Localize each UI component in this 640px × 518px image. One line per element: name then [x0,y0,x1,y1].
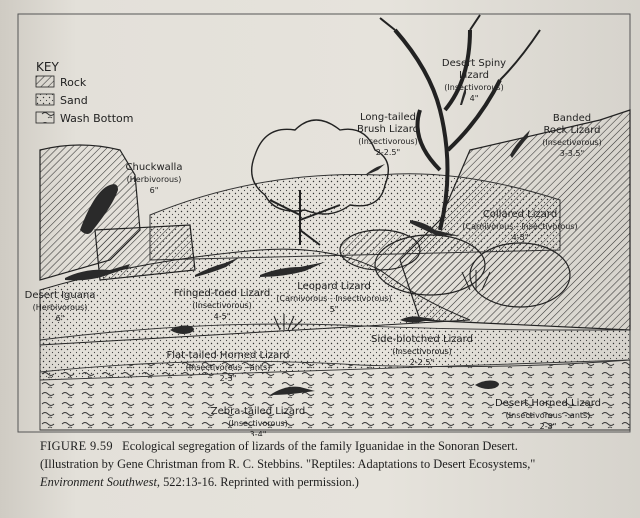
svg-text:(Insectivorous - ants): (Insectivorous - ants) [185,363,271,372]
figure-number: FIGURE 9.59 [40,439,113,453]
brush-lizard [365,164,385,175]
key-rock-swatch [36,76,54,87]
svg-text:3-4": 3-4" [249,430,267,436]
key-sand-label: Sand [60,94,88,107]
caption-line-2: (Illustration by Gene Christman from R. C. Stebbins. "Reptiles: Adaptations to Desert Ecosystems," [40,457,536,471]
svg-text:Side-blotched Lizard: Side-blotched Lizard [371,334,473,345]
svg-text:Rock Lizard: Rock Lizard [543,125,601,136]
svg-text:2-2.5": 2-2.5" [409,358,435,367]
svg-text:(Insectivorous): (Insectivorous) [392,347,452,356]
svg-text:(Insectivorous - ants): (Insectivorous - ants) [505,411,591,420]
round-boulder-2 [470,243,570,307]
svg-text:(Insectivorous): (Insectivorous) [192,301,252,310]
svg-text:6": 6" [55,314,65,323]
svg-text:2-3": 2-3" [219,374,237,383]
svg-text:Long-tailed: Long-tailed [360,112,416,123]
svg-text:(Insectivorous): (Insectivorous) [228,419,288,428]
svg-text:6": 6" [149,186,159,195]
svg-text:(Herbivorous): (Herbivorous) [32,303,88,312]
svg-text:2-3": 2-3" [539,422,557,431]
svg-text:(Carnivorous - Insectivorous): (Carnivorous - Insectivorous) [276,294,392,303]
caption-line-1: Ecological segregation of lizards of the family Iguanidae in the Sonoran Desert. [122,439,518,453]
svg-text:Brush Lizard: Brush Lizard [356,124,420,135]
key-rock-label: Rock [60,76,87,89]
svg-text:Chuckwalla: Chuckwalla [125,162,183,173]
svg-text:Zebra-tailed Lizard: Zebra-tailed Lizard [210,406,306,417]
key-wash-swatch [36,112,54,123]
label-desert-spiny [442,58,506,103]
svg-text:Desert Iguana: Desert Iguana [24,290,96,301]
label-long-tailed-brush [357,112,419,157]
caption-line-3: , 522:13-16. Reprinted with permission.) [156,475,359,489]
figure-caption [40,437,636,491]
svg-text:Desert Spiny: Desert Spiny [441,58,507,69]
svg-text:(Carnivorous - Insectivorous): (Carnivorous - Insectivorous) [462,222,578,231]
svg-text:(Insectivorous): (Insectivorous) [358,137,418,146]
key-wash-label: Wash Bottom [60,112,134,125]
svg-text:Flat-tailed Horned Lizard: Flat-tailed Horned Lizard [166,350,290,361]
caption-journal: Environment Southwest [40,475,157,489]
key-legend [36,60,133,125]
svg-text:(Insectivorous): (Insectivorous) [444,83,504,92]
key-title: KEY [36,60,59,74]
svg-text:Desert Horned Lizard: Desert Horned Lizard [494,398,602,409]
svg-text:4-5": 4-5" [511,233,529,242]
svg-text:3-3.5": 3-3.5" [559,149,585,158]
svg-text:(Herbivorous): (Herbivorous) [126,175,182,184]
svg-text:4": 4" [469,94,479,103]
svg-text:(Insectivorous): (Insectivorous) [542,138,602,147]
svg-text:Fringed-toed Lizard: Fringed-toed Lizard [173,288,271,299]
svg-text:2-2.5": 2-2.5" [375,148,401,157]
svg-text:Banded: Banded [552,113,592,124]
svg-text:4-5": 4-5" [213,312,231,321]
svg-text:Leopard Lizard: Leopard Lizard [297,281,371,292]
svg-text:Collared Lizard: Collared Lizard [482,209,558,220]
svg-text:5": 5" [329,305,339,314]
svg-text:Lizard: Lizard [458,70,490,81]
key-sand-swatch [36,94,54,105]
